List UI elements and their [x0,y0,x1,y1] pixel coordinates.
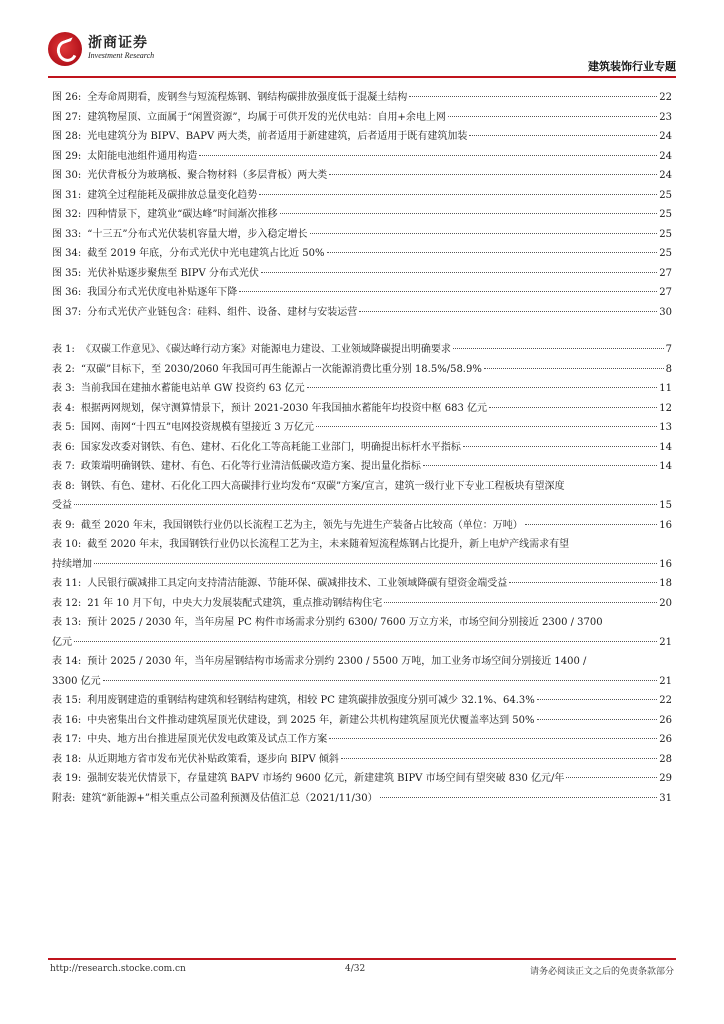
report-title: 建筑装饰行业专题 [588,60,676,73]
figure-title: 建筑物屋顶、立面属于“闲置资源”，均属于可供开发的光伏电站：自用+余电上网 [87,111,446,123]
figure-title: 我国分布式光伏度电补贴逐年下降 [87,287,238,298]
table-entry[interactable] [52,711,672,731]
table-label: 表 14: [52,656,82,667]
figure-label: 图 32: [52,209,82,220]
dot-leader [469,135,657,136]
table-title: 预计 2025 / 2030 年，当年房屋 PC 构件市场需求分别约 6300/ 7600 万立方米，市场空间分别接近 2300 / 3700 [87,617,603,628]
figure-title: 光伏背板分为玻璃板、聚合物材料（多层背板）两大类 [87,170,328,181]
table-page-number: 16 [659,558,672,570]
table-entry[interactable] [52,594,672,614]
table-label: 表 5: [52,422,75,433]
figure-page-number: 22 [659,92,672,103]
table-label: 表 1: [52,344,75,355]
table-entry[interactable] [52,340,672,360]
dot-leader [537,719,658,720]
dot-leader [329,174,657,175]
table-entry[interactable] [52,730,672,750]
dot-leader [94,563,657,564]
table-page-number: 26 [659,714,672,726]
header-divider [48,76,676,78]
figure-title: 四种情景下，建筑业“碳达峰”时间渐次推移 [87,209,278,220]
dot-leader [261,272,657,273]
table-label: 表 10: [52,539,82,550]
table-label: 表 12: [52,597,82,609]
table-entry[interactable] [52,574,672,594]
figure-page-number: 30 [659,306,672,318]
dot-leader [74,504,657,505]
table-label: 表 6: [52,441,75,453]
table-page-number: 26 [659,734,672,745]
table-title: 根据两网规划，保守测算情景下，预计 2021-2030 年我国抽水蓄能年均投资中枢 683 亿元 [80,402,488,414]
company-logo-icon [48,32,82,66]
table-entry[interactable] [52,769,672,789]
figure-page-number: 27 [659,287,672,298]
figure-label: 图 26: [52,92,82,103]
figure-page-number: 24 [659,150,672,162]
table-page-number: 20 [659,597,672,609]
table-title: “双碳”目标下，至 2030/2060 年我国可再生能源占一次能源消费比重分别 18.5%/58.9% [80,363,482,375]
table-of-contents [52,88,672,808]
table-entry[interactable] [52,399,672,419]
table-entry[interactable] [52,535,672,574]
table-label: 表 13: [52,617,82,628]
figure-label: 图 29: [52,150,82,162]
table-title: 国家发改委对钢铁、有色、建材、石化化工等高耗能工业部门，明确提出标杆水平指标 [80,441,461,453]
table-title: 当前我国在建抽水蓄能电站单 GW 投资约 63 亿元 [80,383,305,394]
table-entry[interactable] [52,652,672,691]
figure-entry[interactable] [52,283,672,303]
table-entry[interactable] [52,360,672,380]
section-gap [52,322,672,340]
figure-entry[interactable] [52,264,672,284]
table-page-number: 29 [659,773,672,784]
figure-label: 图 33: [52,228,82,240]
table-page-number: 16 [659,519,672,531]
figure-list [52,88,672,322]
table-entry[interactable] [52,418,672,438]
table-entry[interactable] [52,379,672,399]
page-number: 4/32 [345,964,366,974]
dot-leader [409,96,657,97]
dot-leader [103,680,658,681]
table-title: 截至 2020 年末，我国钢铁行业仍以长流程工艺为主，未来随着短流程炼钢占比提升，新上电炉产线需求有望 [87,539,570,550]
table-title: 建筑“新能源+”相关重点公司盈利预测及估值汇总（2021/11/30） [81,792,378,804]
figure-page-number: 25 [659,209,672,220]
table-title: 强制安装光伏情景下，存量建筑 BAPV 市场约 9600 亿元，新建建筑 BIPV 市场空间有望突破 830 亿元/年 [87,773,565,784]
figure-title: “十三五”分布式光伏装机容量大增，步入稳定增长 [87,228,308,240]
dot-leader [423,465,657,466]
table-label: 表 3: [52,383,75,394]
table-title-continued: 受益 [52,500,72,511]
figure-title: 光电建筑分为 BIPV、BAPV 两大类，前者适用于新建建筑，后者适用于既有建筑加装 [87,131,468,142]
table-entry[interactable] [52,477,672,516]
table-page-number: 28 [659,753,672,765]
figure-title: 全寿命周期看，废钢叁与短流程炼钢、钢结构碳排放强度低于混凝土结构 [87,92,408,103]
figure-entry[interactable] [52,244,672,264]
logo-chinese-name: 浙商证券 [88,35,148,51]
table-page-number: 11 [659,383,672,394]
dot-leader [537,699,658,700]
dot-leader [525,524,658,525]
dot-leader [384,602,657,603]
figure-page-number: 23 [659,111,672,123]
table-title-continued: 3300 亿元 [52,675,101,687]
dot-leader [566,777,657,778]
figure-page-number: 25 [659,228,672,240]
dot-leader [509,582,657,583]
figure-page-number: 27 [659,267,672,279]
table-title: 中央、地方出台推进屋顶光伏发电政策及试点工作方案 [87,734,328,745]
figure-entry[interactable] [52,127,672,147]
figure-label: 图 30: [52,170,82,181]
figure-entry[interactable] [52,205,672,225]
figure-title: 分布式光伏产业链包含：硅料、组件、设备、建材与安装运营 [87,306,358,318]
table-label: 表 7: [52,461,75,472]
figure-page-number: 25 [659,248,672,259]
logo-english-name: Investment Research [88,51,155,60]
dot-leader [380,797,658,798]
table-label: 表 16: [52,714,82,726]
table-title: 中央密集出台文件推动建筑屋顶光伏建设，到 2025 年，新建公共机构建筑屋顶光伏覆盖率达到 50% [87,714,535,726]
figure-title: 截至 2019 年底，分布式光伏中光电建筑占比近 50% [87,248,325,259]
table-label: 附表: [52,792,76,804]
table-label: 表 8: [52,480,75,492]
table-page-number: 8 [665,363,672,375]
page-header [48,30,676,78]
figure-title: 太阳能电池组件通用构造 [87,150,198,162]
table-title: 政策端明确钢铁、建材、有色、石化等行业清洁低碳改造方案、提出量化指标 [80,461,421,472]
figure-label: 图 28: [52,131,82,142]
table-label: 表 11: [52,578,82,589]
dot-leader [341,758,657,759]
table-entry[interactable] [52,789,672,809]
dot-leader [327,252,658,253]
dot-leader [199,155,657,156]
figure-entry[interactable] [52,108,672,128]
figure-entry[interactable] [52,303,672,323]
dot-leader [463,446,657,447]
table-title: 《双碳工作意见》、《碳达峰行动方案》对能源电力建设、工业领域降碳提出明确要求 [80,344,451,355]
footer-divider [48,958,676,960]
figure-entry[interactable] [52,186,672,206]
table-title: 预计 2025 / 2030 年，当年房屋钢结构市场需求分别约 2300 / 5500 万吨，加工业务市场空间分别接近 1400 / [87,656,587,667]
dot-leader [359,311,657,312]
table-title: 从近期地方省市发布光伏补贴政策看，逐步向 BIPV 倾斜 [87,753,339,765]
table-page-number: 7 [665,344,672,355]
figure-page-number: 24 [659,170,672,181]
figure-page-number: 25 [659,189,672,201]
dot-leader [316,426,657,427]
dot-leader [489,407,657,408]
figure-label: 图 36: [52,287,82,298]
table-entry[interactable] [52,438,672,458]
table-label: 表 4: [52,402,75,414]
figure-page-number: 24 [659,131,672,142]
table-title: 国网、南网“十四五”电网投资规模有望接近 3 万亿元 [80,422,314,433]
figure-title: 光伏补贴逐步聚焦至 BIPV 分布式光伏 [87,267,259,279]
table-entry[interactable] [52,613,672,652]
table-page-number: 18 [659,578,672,589]
table-title: 利用废钢建造的重钢结构建筑和轻钢结构建筑，相较 PC 建筑碳排放强度分别可减少 32.1%、64.3% [87,695,535,706]
dot-leader [453,348,664,349]
figure-entry[interactable] [52,225,672,245]
footer-url[interactable]: http://research.stocke.com.cn [50,964,186,974]
table-label: 表 15: [52,695,82,706]
disclaimer-note: 请务必阅读正文之后的免责条款部分 [529,967,674,977]
table-title-continued: 持续增加 [52,558,92,570]
dot-leader [329,738,657,739]
dot-leader [310,233,658,234]
dot-leader [74,641,657,642]
table-title: 截至 2020 年末，我国钢铁行业仍以长流程工艺为主，领先与先进生产装备占比较高（单位：万吨） [80,519,523,531]
table-page-number: 21 [659,636,672,648]
table-entry[interactable] [52,457,672,477]
table-page-number: 21 [659,675,672,687]
table-entry[interactable] [52,516,672,536]
figure-entry[interactable] [52,88,672,108]
table-label: 表 2: [52,363,75,375]
table-page-number: 31 [659,792,672,804]
figure-label: 图 34: [52,248,82,259]
table-list [52,340,672,808]
table-title-continued: 亿元 [52,636,72,648]
dot-leader [448,116,657,117]
table-title: 21 年 10 月下旬，中央大力发展装配式建筑，重点推动钢结构住宅 [87,597,383,609]
figure-label: 图 37: [52,306,82,318]
table-page-number: 22 [659,695,672,706]
table-page-number: 13 [659,422,672,433]
figure-label: 图 27: [52,111,82,123]
table-title: 钢铁、有色、建材、石化化工四大高碳排行业均发布“双碳”方案/宣言，建筑一级行业下专业工程板块有望深度 [80,480,565,492]
dot-leader [484,368,664,369]
table-title: 人民银行碳减排工具定向支持清洁能源、节能环保、碳减排技术、工业领域降碳有望资金端受益 [87,578,508,589]
dot-leader [307,387,658,388]
table-label: 表 17: [52,734,82,745]
table-page-number: 15 [659,500,672,511]
table-page-number: 14 [659,441,672,453]
figure-title: 建筑全过程能耗及碳排放总量变化趋势 [87,189,258,201]
dot-leader [259,194,657,195]
table-label: 表 19: [52,773,82,784]
figure-label: 图 31: [52,189,82,201]
figure-label: 图 35: [52,267,82,279]
table-entry[interactable] [52,750,672,770]
dot-leader [239,291,657,292]
figure-entry[interactable] [52,147,672,167]
table-label: 表 9: [52,519,75,531]
table-label: 表 18: [52,753,82,765]
table-entry[interactable] [52,691,672,711]
figure-entry[interactable] [52,166,672,186]
table-page-number: 14 [659,461,672,472]
table-page-number: 12 [659,402,672,414]
dot-leader [280,213,658,214]
